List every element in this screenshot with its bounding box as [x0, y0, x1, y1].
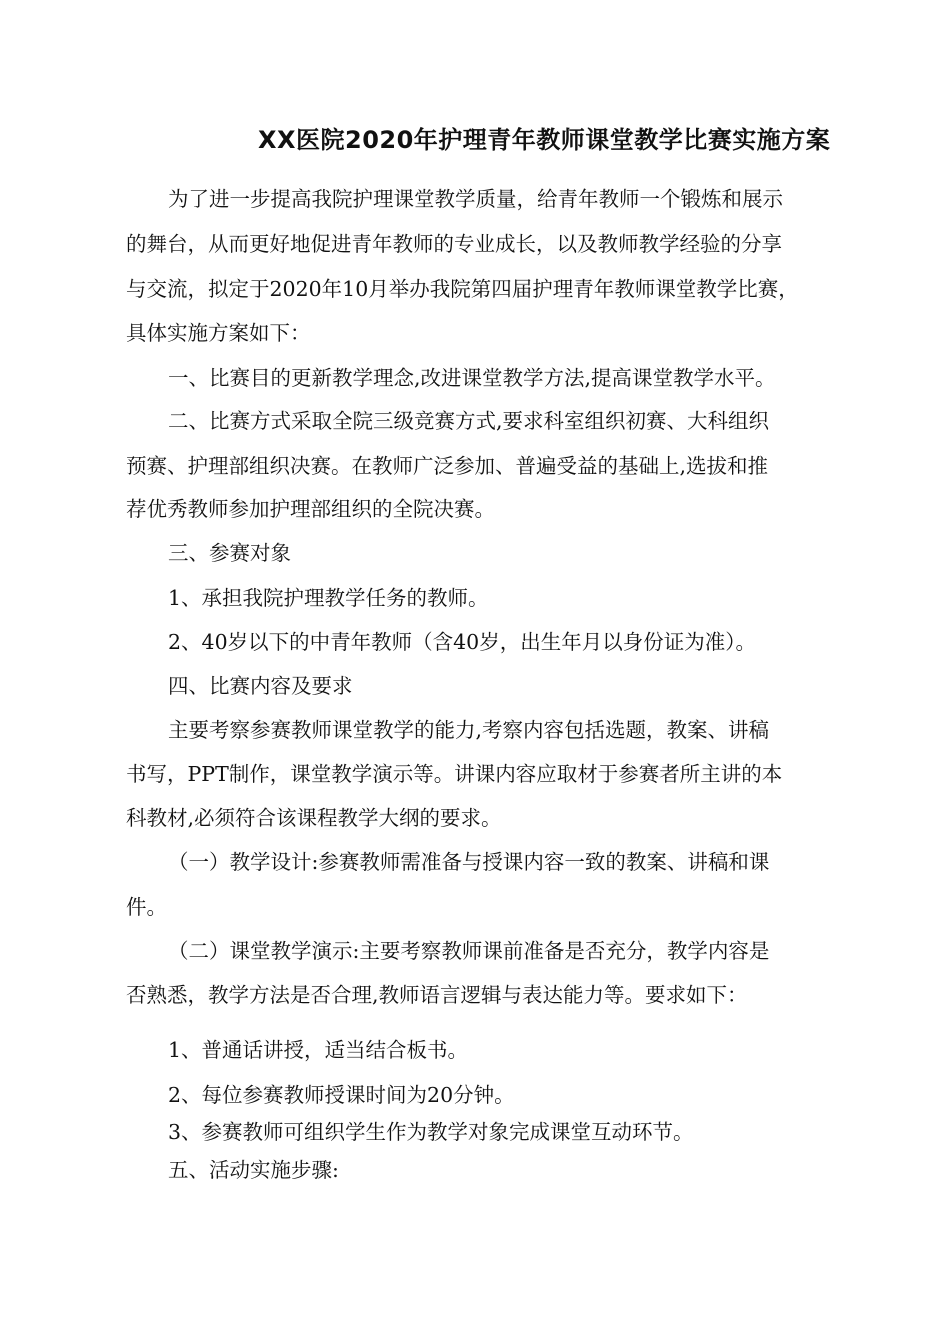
section-heading: 五、活动实施步骤:: [168, 1158, 339, 1182]
paragraph-line: 预赛、护理部组织决赛。在教师广泛参加、普遍受益的基础上,选拔和推: [126, 454, 769, 478]
list-item: 1、承担我院护理教学任务的教师。: [168, 586, 489, 610]
list-item: 3、参赛教师可组织学生作为教学对象完成课堂互动环节。: [168, 1120, 694, 1144]
section-heading: 二、比赛方式采取全院三级竞赛方式,要求科室组织初赛、大科组织: [168, 409, 770, 433]
paragraph-line: 具体实施方案如下：: [126, 321, 311, 345]
paragraph-line: 件。: [126, 895, 167, 919]
paragraph-line: 科教材,必须符合该课程教学大纲的要求。: [126, 806, 502, 830]
paragraph-line: 荐优秀教师参加护理部组织的全院决赛。: [126, 497, 495, 521]
paragraph-line: 与交流，拟定于2020年10月举办我院第四届护理青年教师课堂教学比赛，: [126, 277, 799, 301]
paragraph-line: 主要考察参赛教师课堂教学的能力,考察内容包括选题，教案、讲稿: [168, 718, 770, 742]
paragraph-line: 否熟悉，教学方法是否合理,教师语言逻辑与表达能力等。要求如下：: [126, 983, 748, 1007]
subsection-heading: （一）教学设计:参赛教师需准备与授课内容一致的教案、讲稿和课: [168, 850, 770, 874]
paragraph-line: 书写，PPT制作，课堂教学演示等。讲课内容应取材于参赛者所主讲的本: [126, 762, 783, 786]
list-item: 1、普通话讲授，适当结合板书。: [168, 1038, 469, 1062]
document-title: XX医院2020年护理青年教师课堂教学比赛实施方案: [258, 126, 831, 154]
paragraph-line: 为了进一步提高我院护理课堂教学质量，给青年教师一个锻炼和展示: [168, 187, 783, 211]
list-item: 2、每位参赛教师授课时间为20分钟。: [168, 1083, 515, 1107]
section-heading: 三、参赛对象: [168, 541, 291, 565]
paragraph-line: 的舞台，从而更好地促进青年教师的专业成长，以及教师教学经验的分享: [126, 232, 782, 256]
subsection-heading: （二）课堂教学演示:主要考察教师课前准备是否充分，教学内容是: [168, 939, 770, 963]
list-item: 2、40岁以下的中青年教师（含40岁，出生年月以身份证为准）。: [168, 630, 756, 654]
section-heading: 四、比赛内容及要求: [168, 674, 353, 698]
section-heading: 一、比赛目的更新教学理念,改进课堂教学方法,提高课堂教学水平。: [168, 366, 776, 390]
